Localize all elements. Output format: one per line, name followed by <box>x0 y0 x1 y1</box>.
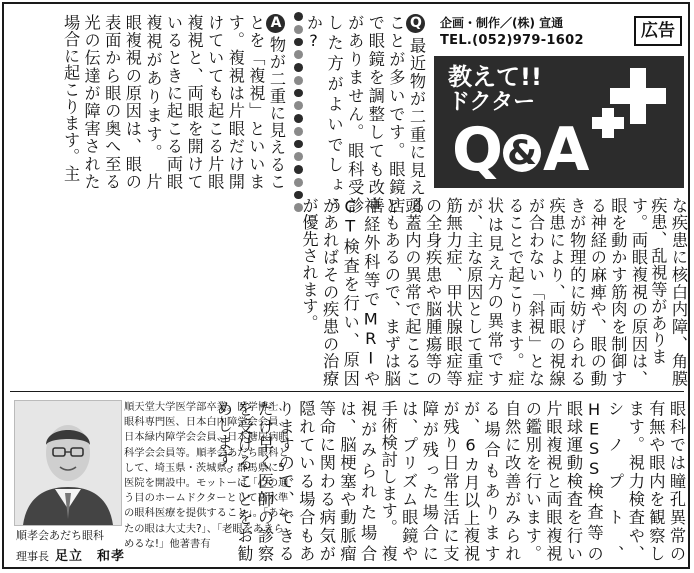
question-block <box>304 14 426 214</box>
answer-middle-start <box>650 197 688 387</box>
answer-paragraph-2-cont: な疾患に核白内障、角膜疾患、乱視等がありま <box>648 197 688 387</box>
qa-logo-ampersand: & <box>503 134 541 172</box>
answer-paragraph-5: を行います。自然に改善がみられる場合もありますが、6カ月以上複視が残り日常生活に支障が残った場合には、プリズム眼鏡や手術検討します。 <box>378 400 542 562</box>
question-text: 最近物が二重に見えることが多いです。眼鏡店で眼鏡を調整しても改善がありません。眼科受診した方がよいでしょうか? <box>304 14 426 214</box>
answer-paragraph-6: 複視がみられた場合は、脳梗塞や動脈瘤等命に関わる病気が隠れている場合もありますので、できるだけ早く医師の診察を受けることをお勧めします。 <box>213 400 398 562</box>
title-banner <box>434 10 684 188</box>
doctor-role: 理事長 <box>16 550 49 563</box>
answer-marker: A <box>268 15 284 32</box>
answer-block-intro <box>12 14 286 190</box>
title-line-1: 教えて!! <box>448 63 542 91</box>
answer-paragraph-3: す。両眼複視の原因は、眼を動かす筋肉を制御する神経の麻痺や、眼の動きが物理的に妨げられる疾患により、両眼の視線が合わない「斜視」となることで起こります。症状は見え方の異常ですが、主な原因として重症筋無力症、甲状腺眼症等の全身疾患や脳腫瘍等の頭蓋内の異常で起こることもあるので、まずは脳神経外科等でMRIやCT検査を行い、原因があればその疾患の治療が優先されます。 <box>299 197 648 387</box>
telephone-number: TEL.(052)979-1602 <box>440 33 584 48</box>
answer-paragraph-1: 物が二重に見えることを「複視」といいます。複視は片眼だけ開けていても起こる片眼複視と、両眼を開けているときに起こる両眼複視があります。 <box>143 14 286 190</box>
column-title <box>448 64 542 116</box>
qa-separator <box>292 12 304 212</box>
answer-paragraph-2: 片眼複視の原因は、眼の表面から眼の奥へ至る光の伝達が障害された場合に起こります。主 <box>61 14 163 190</box>
doctor-signature <box>16 545 125 564</box>
doctor-portrait-icon <box>15 401 121 525</box>
qa-logo-q: Q <box>452 115 502 185</box>
banner-header <box>434 10 684 56</box>
doctor-bio: 順天堂大学医学部卒業。医学博士、眼科専門医、日本白内障学会会員、日本緑内障学会会員、日本糖尿病眼科学会会員等。順孝会あだち眼科として、埼玉県・茨城県・群馬県に5医院を開設中。モットーは「心の通う目のホームドクターとして高水準の眼科医療を提供すること」。「あなたの眼は大丈夫?」、「老眼をあきらめるな!」他著書有 <box>124 401 289 550</box>
question-marker: Q <box>408 15 424 32</box>
answer-paragraph-4: 眼科では瞳孔異常の有無や眼内を観察します。視力検査や、シノプト、HESS検査等の眼球運動検査を行い片眼複視と両眼複視の鑑別 <box>522 400 686 562</box>
doctor-name: 足立 和孝 <box>55 549 126 564</box>
clinic-name: 順孝会あだち眼科 <box>16 529 104 542</box>
answer-bottom-band <box>213 400 686 562</box>
section-divider <box>10 391 684 392</box>
answer-middle-band <box>12 197 648 387</box>
doctor-photo <box>14 400 122 526</box>
qa-logo <box>452 115 588 185</box>
qa-logo-a: A <box>543 115 588 185</box>
title-line-2: ドクター <box>448 90 536 115</box>
company-credit: 企画・制作／(株) 宣通 <box>440 16 564 30</box>
ad-label: 広告 <box>634 16 682 46</box>
